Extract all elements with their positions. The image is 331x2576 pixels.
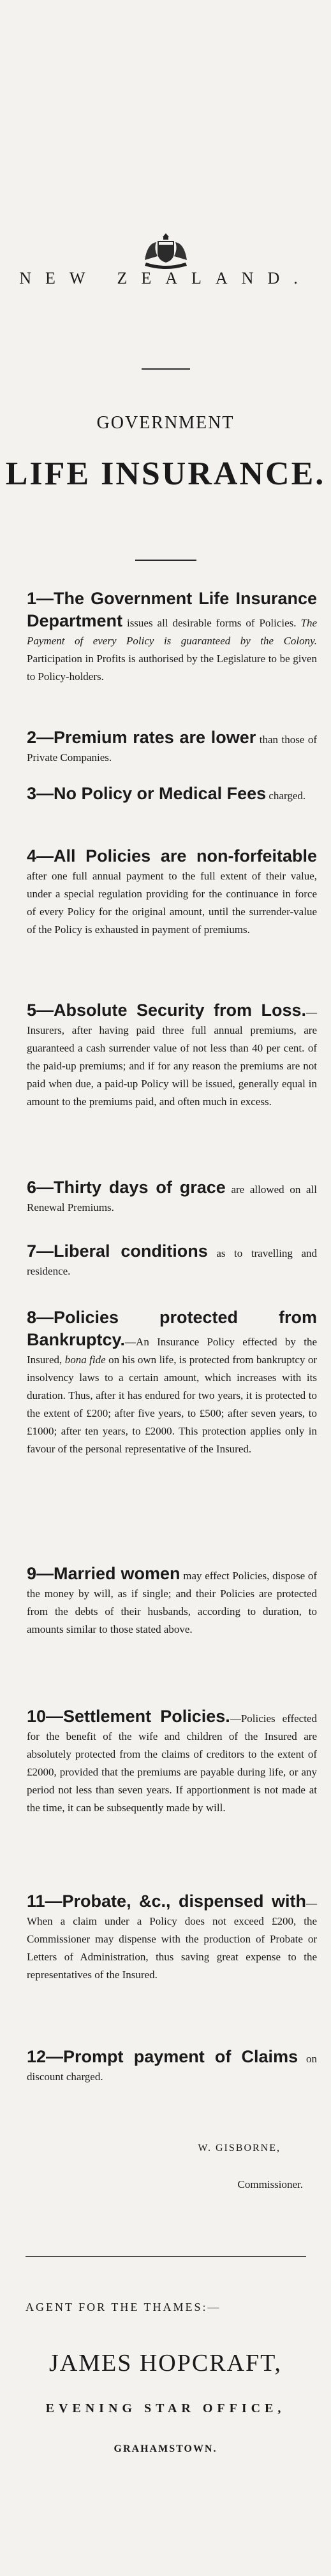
agent-office: EVENING STAR OFFICE, xyxy=(45,2401,286,2415)
divider xyxy=(142,368,190,370)
agent-town: GRAHAMSTOWN. xyxy=(114,2443,217,2454)
list-item: 8—Policies protected from Bankruptcy.—An Insurance Policy effected by the Insured, bona fide on his own life, is protected from bankruptcy or insolvency laws to a certain amount, which increases with its duration. Thus, after it has endured for two years, it is protected to the extent of £200; after five years, to £500; after seven years, to £1000; after ten years, to £2000. This protection applies only in favour of the personal representative of the Insured. xyxy=(27,1308,317,1455)
subtitle: GOVERNMENT xyxy=(96,413,235,433)
list-item: 11—Probate, &c., dispensed with—When a claim under a Policy does not exceed £200, the Commissioner may dispense with the production of Probate or Letters of Administration, thus saving great expense to the representatives of the Insured. xyxy=(27,1892,317,1981)
list-item: 3—No Policy or Medical Fees charged. xyxy=(27,784,306,803)
list-item: 12—Prompt payment of Claims on discount charged. xyxy=(27,2047,318,2083)
list-item: 4—All Policies are non-forfeitable after one full annual payment to the full extent of their value, under a special regulation providing for the continuance in force of every Policy for the original amount, until the surrender-value of the Policy is exhausted in payment of premiums. xyxy=(27,846,317,936)
list-item: 7—Liberal conditions as to travelling and residence. xyxy=(27,1241,317,1277)
list-item: 6—Thirty days of grace are allowed on all Renewal Premiums. xyxy=(27,1178,317,1213)
list-item: 1—The Government Life Insurance Department issues all desirable forms of Policies. The Payment of every Policy is guaranteed by the Colony. Participation in Profits is authorised by the Legislature to be given to Policy-holders. xyxy=(27,589,317,683)
page-title: LIFE INSURANCE. xyxy=(5,456,326,492)
divider xyxy=(135,560,196,561)
list-item: 10—Settlement Policies.—Policies effected for the benefit of the wife and children of the Insured are absolutely protected from the claims of creditors to the extent of £2000, provided that the premiums are payable during life, or any period not less than seven years. If apportionment is not made at the time, it can be subsequently made by will. xyxy=(27,1707,317,1814)
list-item: 9—Married women may effect Policies, dispose of the money by will, as if single; and their Policies are protected from the debts of their husbands, according to duration, to amounts similar to those stated above. xyxy=(27,1564,317,1635)
coat-of-arms-icon xyxy=(140,231,192,269)
signature-role: Commissioner. xyxy=(237,2178,303,2190)
agent-label: AGENT FOR THE THAMES:— xyxy=(26,2301,221,2313)
country-heading: NEW ZEALAND. xyxy=(19,269,312,287)
agent-name: JAMES HOPCRAFT, xyxy=(48,2350,283,2377)
list-item: 5—Absolute Security from Loss.—Insurers, after having paid three full annual premiums, are guaranteed a cash surrender value of not less than 40 per cent. of the paid-up premiums; and if for any reason the premiums are not paid when due, a paid-up Policy will be issued, generally equal in amount to the premiums paid, and often much in excess. xyxy=(27,1001,317,1108)
list-item: 2—Premium rates are lower than those of Private Companies. xyxy=(27,728,317,763)
signature-name: W. GISBORNE, xyxy=(198,2143,281,2153)
divider xyxy=(26,2256,306,2257)
